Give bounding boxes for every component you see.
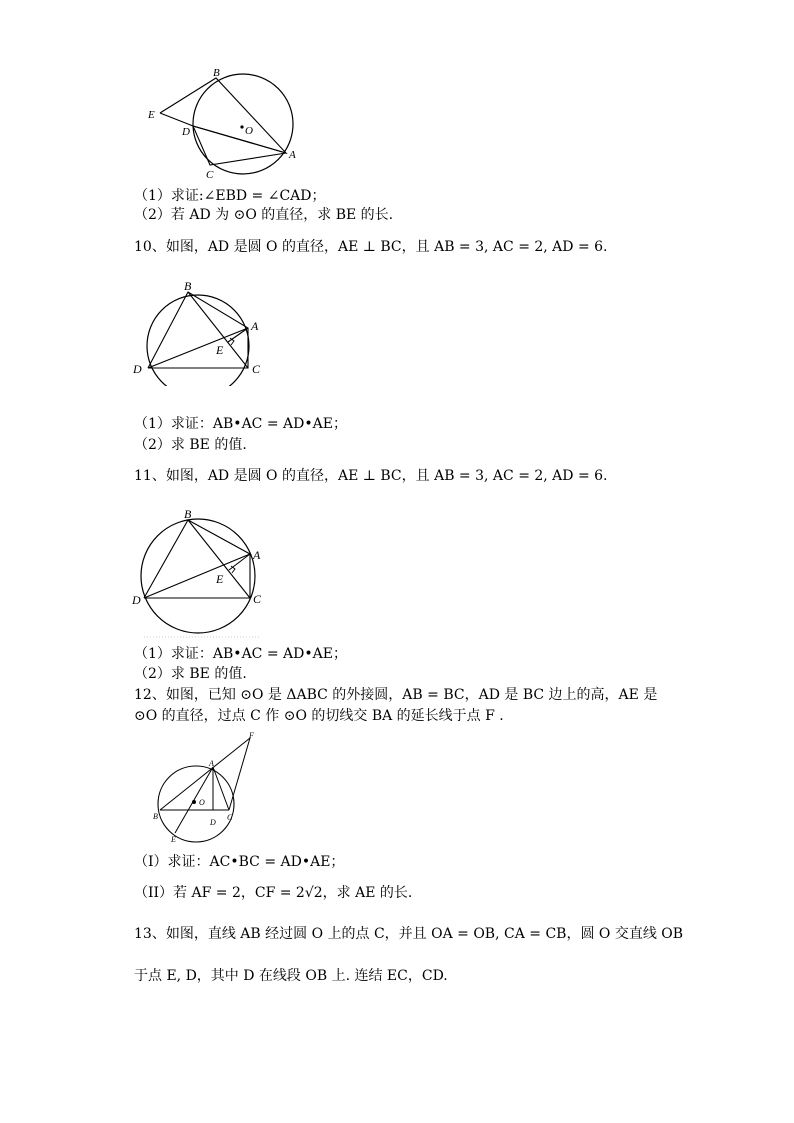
q10-right-angle	[230, 338, 234, 345]
q12-label-b: B	[153, 812, 158, 821]
q9-label-b: B	[213, 67, 220, 79]
q11-label-c: C	[253, 592, 262, 606]
q10-figure	[130, 276, 270, 386]
q11-figure	[130, 506, 270, 640]
q9-figure	[140, 64, 310, 184]
q9-label-a: A	[289, 149, 296, 161]
q10-line-da	[148, 328, 248, 368]
q13-stem-line2: 于点 E, D，其中 D 在线段 OB 上. 连结 EC，CD.	[134, 968, 448, 984]
q12-label-f: F	[249, 731, 254, 740]
q12-line-cf	[229, 738, 250, 810]
q9-line-da	[193, 126, 286, 153]
q12-label-d: D	[210, 818, 216, 827]
q12-label-e: E	[171, 835, 176, 844]
q11-part2: （2）求 BE 的值.	[134, 666, 247, 682]
q11-part1: （1）求证：AB•AC = AD•AE；	[134, 646, 347, 662]
q11-right-angle	[231, 566, 235, 573]
q9-label-d: D	[182, 126, 190, 138]
q10-stem: 10、如图，AD 是圆 O 的直径，AE ⊥ BC，且 AB = 3, AC = 2, AD = 6.	[134, 239, 608, 255]
q9-label-c: C	[206, 169, 214, 181]
q12-part1: （I）求证：AC•BC = AD•AE；	[134, 854, 345, 870]
q10-label-a: A	[251, 319, 259, 333]
q10-part2: （2）求 BE 的值.	[134, 437, 247, 453]
q11-label-e: E	[216, 572, 224, 586]
q11-label-a: A	[253, 548, 261, 562]
q9-circle	[193, 74, 293, 174]
q10-part1: （1）求证：AB•AC = AD•AE；	[134, 416, 347, 432]
q9-center-dot	[240, 125, 243, 128]
q12-part2: （II）若 AF = 2，CF = 2√2，求 AE 的长.	[134, 885, 413, 901]
q11-stem: 11、如图，AD 是圆 O 的直径，AE ⊥ BC，且 AB = 3, AC = 2, AD = 6.	[134, 468, 608, 484]
q12-circle	[158, 766, 234, 842]
q11-line-bc	[188, 520, 250, 598]
q9-label-e: E	[148, 109, 155, 121]
q10-label-d: D	[133, 362, 142, 376]
q12-label-o: O	[199, 798, 205, 807]
q13-stem-line1: 13、如图，直线 AB 经过圆 O 上的点 C，并且 OA = OB, CA = CB，圆 O 交直线 OB	[134, 926, 684, 942]
q9-part1: （1）求证:∠EBD = ∠CAD；	[134, 188, 326, 204]
q12-label-a: A	[209, 759, 214, 768]
q12-figure	[148, 730, 264, 846]
q9-line-dca	[193, 126, 286, 165]
q9-lines	[160, 78, 286, 153]
q10-label-e: E	[216, 343, 224, 357]
q12-label-c: C	[227, 813, 233, 822]
q11-line-da	[144, 554, 250, 598]
q9-label-o: O	[245, 125, 253, 137]
q12-line-ac	[213, 767, 229, 810]
q9-part2: （2）若 AD 为 ⊙O 的直径，求 BE 的长.	[134, 207, 394, 223]
q11-label-d: D	[132, 593, 141, 607]
q12-center-dot	[192, 800, 196, 804]
q12-stem-line1: 12、如图，已知 ⊙O 是 ΔABC 的外接圆，AB = BC，AD 是 BC 边上的高，AE 是	[134, 687, 658, 703]
q10-lines	[148, 292, 248, 368]
q10-label-c: C	[252, 362, 261, 376]
q10-label-b: B	[184, 279, 192, 293]
q11-label-b: B	[184, 507, 192, 521]
q12-stem-line2: ⊙O 的直径，过点 C 作 ⊙O 的切线交 BA 的延长线于点 F .	[134, 708, 504, 724]
